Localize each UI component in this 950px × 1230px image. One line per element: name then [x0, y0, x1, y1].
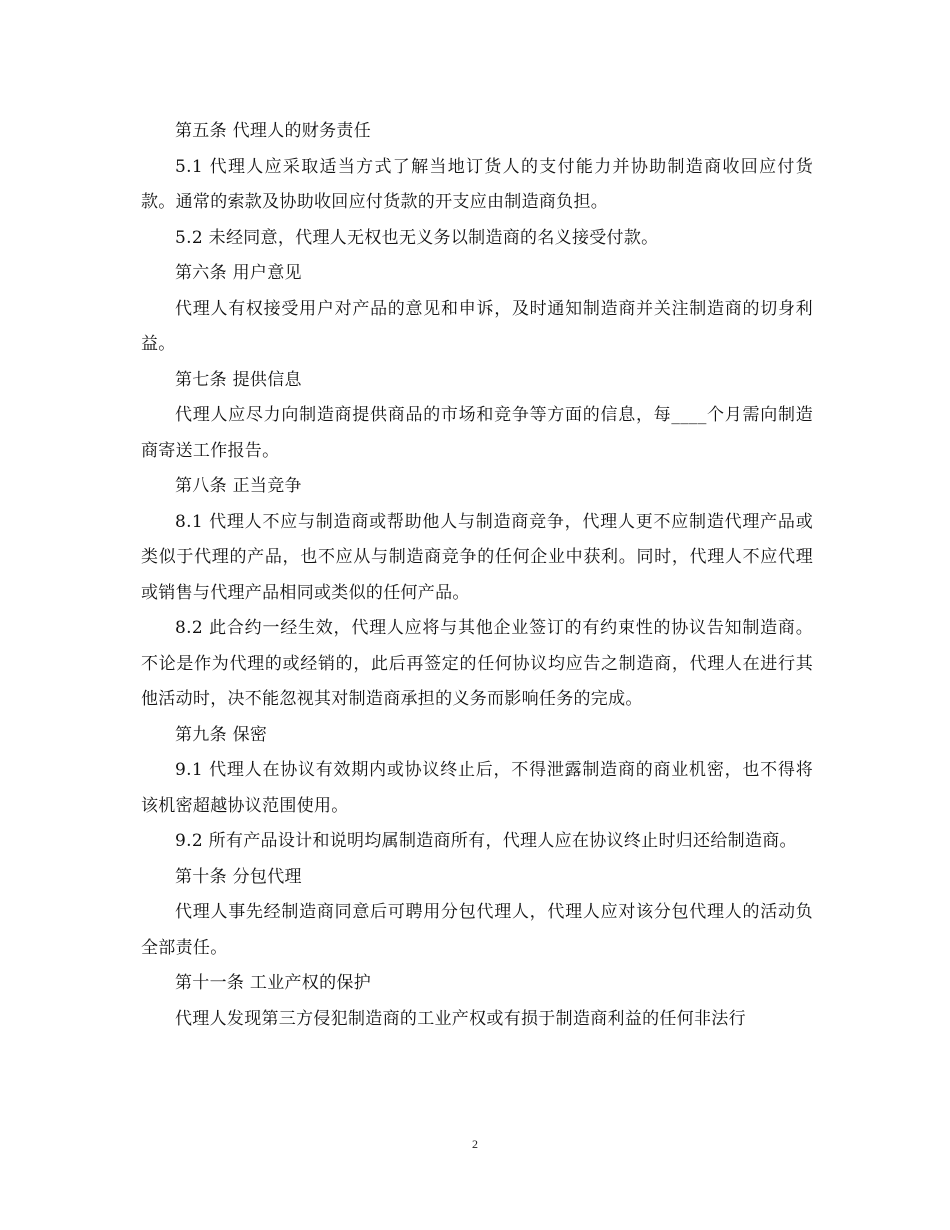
article-6-text: 代理人有权接受用户对产品的意见和申诉，及时通知制造商并关注制造商的切身利益。: [141, 298, 813, 354]
clause-5-2: 5.2 未经同意，代理人无权也无义务以制造商的名义接受付款。: [175, 227, 659, 248]
clause-9-2: 9.2 所有产品设计和说明均属制造商所有，代理人应在协议终止时归还给制造商。: [175, 831, 797, 851]
article-7-heading: 第七条 提供信息: [175, 369, 302, 390]
article-11-heading: 第十一条 工业产权的保护: [175, 973, 372, 993]
article-8-heading: 第八条 正当竞争: [175, 476, 302, 496]
article-10-heading: 第十条 分包代理: [175, 866, 302, 887]
clause-8-1: 8.1 代理人不应与制造商或帮助他人与制造商竞争，代理人更不应制造代理产品或类似于代理的产品，也不应从与制造商竞争的任何企业中获利。同时，代理人不应代理或销售与代理产品相同或类似的任何产品。: [141, 511, 813, 603]
article-11-text: 代理人发现第三方侵犯制造商的工业产权或有损于制造商利益的任何非法行: [175, 1008, 746, 1029]
article-5-heading: 第五条 代理人的财务责任: [175, 121, 372, 141]
clause-9-1: 9.1 代理人在协议有效期内或协议终止后，不得泄露制造商的商业机密，也不得将该机密超越协议范围使用。: [141, 760, 813, 816]
article-9-heading: 第九条 保密: [175, 724, 268, 745]
clause-5-1: 5.1 代理人应采取适当方式了解当地订货人的支付能力并协助制造商收回应付货款。通常的索款及协助收回应付货款的开支应由制造商负担。: [141, 156, 813, 212]
page-number: 2: [472, 1137, 478, 1151]
article-6-heading: 第六条 用户意见: [175, 263, 302, 283]
article-10-text: 代理人事先经制造商同意后可聘用分包代理人，代理人应对该分包代理人的活动负全部责任。: [141, 902, 813, 958]
clause-8-2: 8.2 此合约一经生效，代理人应将与其他企业签订的有约束性的协议告知制造商。不论是作为代理的或经销的，此后再签定的任何协议均应告之制造商，代理人在进行其他活动时，决不能忽视其对制造商承担的义务而影响任务的完成。: [141, 618, 813, 709]
article-7-text: 代理人应尽力向制造商提供商品的市场和竞争等方面的信息，每____个月需向制造商寄送工作报告。: [141, 405, 813, 461]
document-body: [141, 114, 813, 1037]
